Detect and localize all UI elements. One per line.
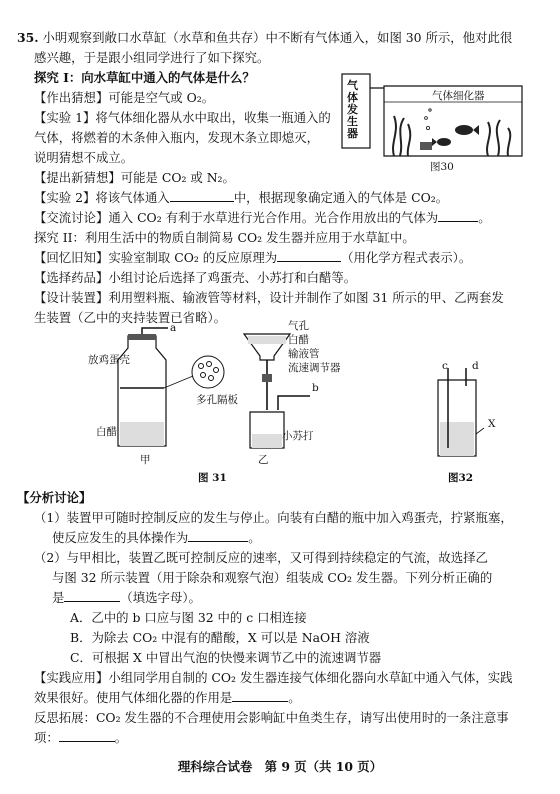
fish-2 [437, 138, 451, 146]
yi-regulator [262, 374, 272, 382]
figure-30 [338, 72, 530, 170]
analysis-title: 【分析讨论】 [17, 490, 92, 505]
yi-label-hole: 气孔 [288, 320, 309, 332]
answer-blank-4[interactable] [188, 529, 248, 542]
question-line-1 [17, 28, 528, 47]
discussion-text: 【交流讨论】通入 CO₂ 有利于水草进行光合作用。光合作用放出的气体为 [34, 210, 439, 225]
analysis-1-line-1: （1）装置甲可随时控制反应的发生与停止。向装有白醋的瓶中加入鸡蛋壳，拧紧瓶塞， [34, 510, 513, 525]
jia-plate-pointer [164, 376, 193, 388]
experiment-2-text: 【实验 2】将该气体通入 [34, 190, 170, 205]
practice-line-2 [34, 688, 528, 707]
analysis-1-line-2 [52, 528, 528, 547]
inquiry-2-title: 探究 II：利用生活中的物质自制简易 CO₂ 发生器并应用于水草缸中。 [34, 230, 415, 245]
fig32-label-d: d [472, 360, 479, 372]
new-hypothesis: 【提出新猜想】可能是 CO₂ 或 N₂。 [34, 170, 235, 185]
analysis-2-line-2: 与图 32 所示装置（用于除杂和观察气泡）组装成 CO₂ 发生器。下列分析正确的 [52, 570, 493, 585]
fig31-caption: 图 31 [198, 472, 227, 484]
recall [34, 248, 528, 267]
yi-label-regulator: 流速调节器 [288, 362, 341, 374]
fig30-refiner-label: 气体细化器 [432, 90, 485, 102]
question-number: 35. [17, 30, 39, 45]
yi-soda [252, 434, 282, 448]
jia-name: 甲 [140, 454, 151, 466]
reflection-end: 。 [114, 730, 128, 745]
experiment-1-line-2: 气体，将燃着的木条伸入瓶内，发现木条立即熄灭， [34, 130, 319, 145]
reflection-text: 项： [34, 730, 59, 745]
jia-vinegar [120, 422, 164, 446]
answer-blank-5[interactable] [64, 589, 120, 602]
practice-text: 效果很好。使用气体细化器的作用是 [34, 690, 233, 705]
yi-vinegar [248, 336, 286, 344]
discussion [34, 208, 528, 227]
answer-blank-3[interactable] [277, 249, 341, 262]
figure-31 [78, 326, 408, 456]
analysis-2-line-1: （2）与甲相比，装置乙既可控制反应的速率，又可得到持续稳定的气流，故选择乙 [34, 550, 488, 565]
jia-outlet-tube [142, 328, 168, 334]
design-line-1: 【设计装置】利用塑料瓶、输液管等材料，设计并制作了如图 31 所示的甲、乙两套发 [34, 290, 504, 305]
jia-label-vinegar: 白醋 [96, 426, 117, 438]
option-b: B．为除去 CO₂ 中混有的醋酸，X 可以是 NaOH 溶液 [70, 630, 370, 645]
fig32-label-x: X [488, 418, 496, 430]
page-footer: 理科综合试卷 第 9 页（共 10 页） [177, 759, 383, 774]
analysis-2-end: （填选字母）。 [120, 590, 201, 605]
analysis-1-end: 。 [248, 530, 261, 545]
design-line-2: 生装置（乙中的夹持装置已省略）。 [34, 310, 227, 325]
gas-refiner [420, 142, 432, 150]
yi-label-soda: 小苏打 [282, 430, 314, 442]
answer-blank-2[interactable] [438, 209, 478, 222]
yi-label-tube: 输液管 [288, 348, 320, 360]
figure-32 [424, 360, 494, 460]
recall-end: （用化学方程式表示）。 [341, 250, 472, 265]
fig30-generator-label: 气体发生器 [347, 79, 358, 140]
choose-materials: 【选择药品】小组讨论后选择了鸡蛋壳、小苏打和白醋等。 [34, 270, 357, 285]
yi-name: 乙 [258, 454, 269, 466]
jia-stopper [128, 334, 156, 340]
question-line-2: 感兴趣，于是跟小组同学进行了如下探究。 [34, 50, 270, 65]
hypothesis: 【作出猜想】可能是空气或 O₂。 [34, 90, 215, 105]
jia-plate-detail [192, 356, 224, 388]
fig32-label-c: c [442, 360, 448, 372]
inquiry-1-title: 探究 I：向水草缸中通入的气体是什么？ [34, 70, 255, 85]
practice-line-1: 【实践应用】小组同学用自制的 CO₂ 发生器连接气体细化器向水草缸中通入气体，实践 [34, 670, 513, 685]
option-a: A．乙中的 b 口应与图 32 中的 c 口相连接 [70, 610, 307, 625]
experiment-2 [34, 188, 528, 207]
practice-end: 。 [288, 690, 301, 705]
yi-label-vinegar: 白醋 [288, 334, 309, 346]
experiment-1-line-1: 【实验 1】将气体细化器从水中取出，收集一瓶通入的 [34, 110, 331, 125]
reflection-line-1: 反思拓展：CO₂ 发生器的不合理使用会影响缸中鱼类生存，请写出使用时的一条注意事 [34, 710, 509, 725]
fig32-caption: 图32 [448, 472, 474, 484]
yi-outlet [278, 396, 310, 410]
yi-label-b: b [312, 382, 319, 394]
option-c: C．可根据 X 中冒出气泡的快慢来调节乙中的流速调节器 [70, 650, 382, 665]
liquid-x [440, 422, 474, 456]
jia-label-plate: 多孔隔板 [196, 394, 238, 406]
experiment-2-text-end: 中，根据现象确定通入的气体是 CO₂。 [233, 190, 449, 205]
answer-blank-7[interactable] [59, 729, 115, 742]
discussion-end: 。 [478, 210, 491, 225]
fish-1 [455, 125, 473, 135]
experiment-1-line-3: 说明猜想不成立。 [34, 150, 134, 165]
answer-blank-6[interactable] [232, 689, 288, 702]
jia-label-egg: 放鸡蛋壳 [88, 354, 130, 366]
recall-text: 【回忆旧知】实验室制取 CO₂ 的反应原理为 [34, 250, 278, 265]
analysis-2-line-3 [52, 588, 528, 607]
fig30-caption: 图30 [430, 161, 454, 173]
x-pointer [476, 428, 484, 434]
analysis-2-text: 是 [52, 590, 65, 605]
question-text: 小明观察到敞口水草缸（水草和鱼共存）中不断有气体通入，如图 30 所示，他对此很 [42, 30, 513, 45]
jia-label-a: a [170, 322, 177, 334]
analysis-1-text: 使反应发生的具体操作为 [52, 530, 189, 545]
answer-blank-1[interactable] [170, 189, 234, 202]
reflection-line-2 [34, 728, 528, 747]
